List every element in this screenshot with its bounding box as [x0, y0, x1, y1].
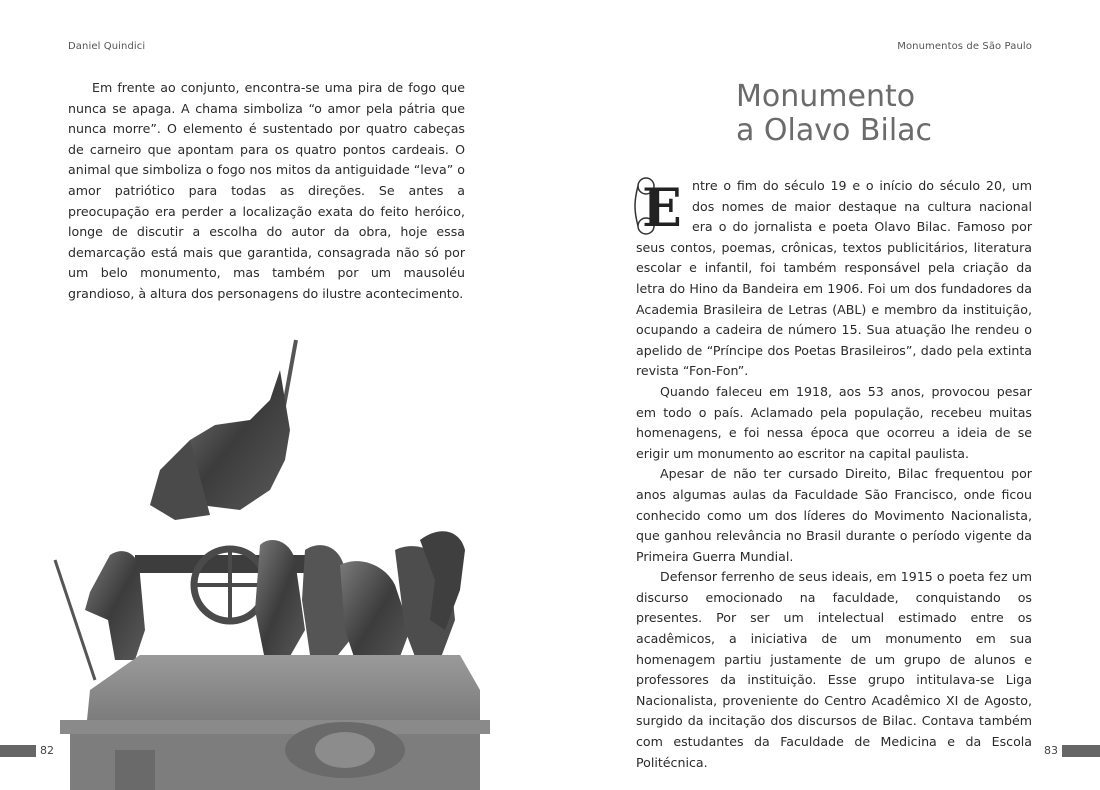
folio-bar-left [0, 745, 36, 757]
chapter-title [736, 80, 932, 148]
page-number-left: 82 [40, 744, 54, 757]
right-paragraph-1-text: ntre o fim do século 19 e o início do século 20, um dos nomes de maior destaque na cultura nacional era o do jornalista e poeta Olavo Bilac. Famoso por seus contos, poemas, crônicas, textos publicitários, literatura escolar e infantil, foi também responsável pela criação da letra do Hino da Bandeira em 1906. Foi um dos fundadores da Academia Brasileira de Letras (ABL) e membro da instituição, ocupando a cadeira de número 15. Sua atuação lhe rendeu o apelido de “Príncipe dos Poetas Brasileiros”, dado pela extinta revista “Fon-Fon”. [636, 178, 1032, 379]
right-paragraph-4: Defensor ferrenho de seus ideais, em 1915 o poeta fez um discurso emocionado na faculdade, conquistando os presentes. Por ser um intelectual estimado entre os acadêmicos, a iniciativa de um monumento em sua homenagem partiu justamente de um grupo de alunos e professores da instituição. Esse grupo intitulava-se Liga Nacionalista, proveniente do Centro Acadêmico XI de Agosto, surgido da incitação dos discursos de Bilac. Contava também com estudantes da Faculdade de Medicina e da Escola Politécnica. [636, 569, 1032, 770]
running-head-left: Daniel Quindici [68, 41, 146, 52]
running-head-right: Monumentos de São Paulo [897, 41, 1032, 52]
right-page [550, 0, 1100, 790]
left-body-text [68, 78, 465, 305]
right-paragraph-2: Quando faleceu em 1918, aos 53 anos, provocou pesar em todo o país. Aclamado pela população, recebeu muitas homenagens, e foi nessa época que ocorreu a ideia de se erigir um monumento ao escritor na capital paulista. [636, 383, 1032, 461]
drop-cap [634, 176, 686, 236]
page-number-right: 83 [1044, 744, 1058, 757]
chapter-title-line2: a Olavo Bilac [736, 113, 933, 148]
chapter-title-line1: Monumento [736, 79, 916, 114]
right-paragraph-1 [636, 176, 1032, 382]
left-paragraph: Em frente ao conjunto, encontra-se uma pira de fogo que nunca se apaga. A chama simboliza “o amor pela pátria que nunca morre”. O elemento é sustentado por quatro cabeças de carneiro que apontam para os quatro pontos cardeais. O animal que simboliza o fogo nos mitos da antiguidade “leva” o amor patriótico para todas as direções. Se antes a preocupação era perder a localização exata do feito heróico, longe de discutir a escolha do autor da obra, hoje essa demarcação está mais que garantida, consagrada não só por um belo monumento, mas também por um mausoléu grandioso, à altura dos personagens do ilustre acontecimento. [68, 80, 465, 301]
right-paragraph-3: Apesar de não ter cursado Direito, Bilac frequentou por anos algumas aulas da Faculdade São Francisco, onde ficou conhecido como um dos líderes do Movimento Nacionalista, que ganhou relevância no Brasil durante o período vigente da Primeira Guerra Mundial. [636, 466, 1032, 564]
right-body-text [636, 176, 1032, 773]
monument-sculpture-photo [40, 330, 510, 790]
folio-bar-right [1062, 745, 1100, 757]
drop-cap-letter: E [642, 178, 682, 236]
